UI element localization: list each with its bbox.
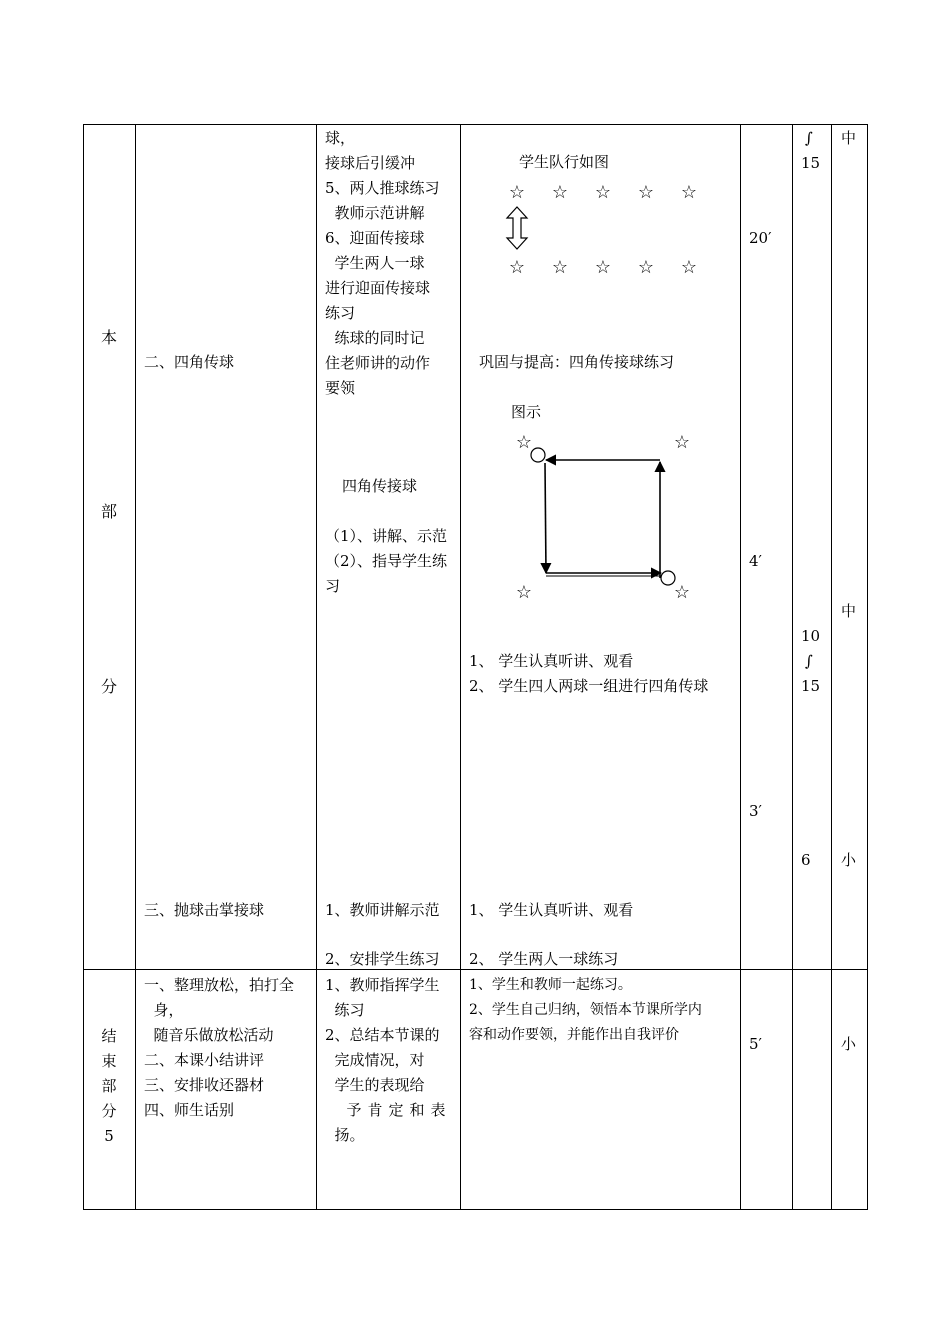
- end-teacher-line: 2、总结本节课的: [325, 1026, 440, 1044]
- end-teacher-line: 扬。: [325, 1126, 365, 1144]
- star-icon: ☆: [508, 182, 526, 203]
- four-corner-title: 四角传接球: [342, 477, 418, 495]
- star-icon: ☆: [551, 182, 569, 203]
- intensity-value-2: 中: [841, 602, 857, 620]
- end-section-label: [100, 1024, 118, 1149]
- teacher-line: 球，: [325, 129, 356, 147]
- star-icon: ☆: [637, 257, 655, 278]
- end-label-char: 5: [104, 1127, 114, 1145]
- end-teacher-line: 练习: [325, 1001, 365, 1019]
- end-content-lines: [144, 973, 294, 1123]
- count-bottom-value: 6: [801, 851, 811, 869]
- count-middle-from: 10: [801, 627, 821, 645]
- part-label-char-1: 本: [101, 328, 118, 347]
- star-icon: ☆: [515, 582, 533, 603]
- teacher-top-lines: [325, 126, 440, 401]
- pass-arrows: [545, 460, 661, 578]
- star-icon: ☆: [637, 182, 655, 203]
- part-label-char-2: 部: [101, 502, 118, 521]
- count-top-symbol: ∫: [805, 129, 813, 147]
- student-line-throw-1: 1、 学生认真听讲、观看: [469, 901, 634, 919]
- ball-icon: [661, 571, 675, 585]
- end-content-line: 四、师生话别: [144, 1101, 235, 1119]
- part-label-char-3: 分: [101, 677, 118, 696]
- count-middle-to: 15: [801, 677, 821, 695]
- topic-throw: 三、抛球击掌接球: [144, 901, 265, 919]
- col-border-2: [316, 124, 317, 1210]
- teacher-line: 要领: [325, 379, 356, 397]
- star-icon: ☆: [508, 257, 526, 278]
- teacher-line: 5、两人推球练习: [325, 179, 440, 197]
- table-bottom-border: [83, 1209, 868, 1210]
- end-student-lines: [469, 973, 702, 1048]
- count-middle-symbol: ∫: [805, 652, 813, 670]
- teacher-line: 住老师讲的动作: [325, 354, 431, 372]
- star-icon: ☆: [680, 257, 698, 278]
- end-student-line: 容和动作要领，并能作出自我评价: [469, 1027, 679, 1043]
- end-teacher-line: 1、教师指挥学生: [325, 976, 440, 994]
- teacher-line: 学生两人一球: [325, 254, 425, 272]
- teacher-steps-four-corner: [325, 524, 447, 599]
- four-corner-diagram: [500, 430, 720, 610]
- star-icon: ☆: [551, 257, 569, 278]
- end-teacher-line: 予肯定和表: [325, 1101, 452, 1119]
- student-lines-four-corner: [469, 649, 708, 699]
- end-content-line: 三、安排收还器材: [144, 1076, 265, 1094]
- col-border-0: [83, 124, 84, 1210]
- star-icon: ☆: [594, 182, 612, 203]
- teacher-step: （2）、指导学生练: [325, 552, 448, 570]
- topic-four-corner: 二、四角传球: [144, 353, 235, 371]
- intensity-value-1: 中: [841, 129, 857, 147]
- end-label-char: 分: [101, 1102, 117, 1120]
- diagram-label: 图示: [511, 403, 542, 421]
- time-value-1: 20′: [749, 229, 772, 247]
- intensity-value-3: 小: [841, 851, 857, 869]
- star-icon: ☆: [594, 257, 612, 278]
- end-intensity-value: 小: [841, 1035, 857, 1053]
- col-border-1: [135, 124, 136, 1210]
- end-student-line: 2、学生自己归纳，领悟本节课所学内: [469, 1002, 702, 1018]
- student-line: 1、 学生认真听讲、观看: [469, 652, 634, 670]
- teacher-line: 6、迎面传接球: [325, 229, 425, 247]
- star-icon: ☆: [673, 582, 691, 603]
- teacher-step: 习: [325, 577, 341, 595]
- end-teacher-line: 完成情况，对: [325, 1051, 425, 1069]
- end-content-line: 随音乐做放松活动: [144, 1026, 274, 1044]
- star-icon: ☆: [680, 182, 698, 203]
- end-label-char: 部: [101, 1077, 117, 1095]
- student-line: 2、 学生四人两球一组进行四角传球: [469, 677, 709, 695]
- end-content-line: 二、本课小结讲评: [144, 1051, 265, 1069]
- end-content-line: 身，: [144, 1001, 184, 1019]
- end-teacher-line: 学生的表现给: [325, 1076, 425, 1094]
- section-divider: [83, 969, 868, 970]
- teacher-step: （1）、讲解、示范: [325, 527, 448, 545]
- teacher-line: 接球后引缓冲: [325, 154, 416, 172]
- col-border-5: [792, 124, 793, 1210]
- end-time-value: 5′: [749, 1035, 762, 1053]
- teacher-line: 练习: [325, 304, 356, 322]
- time-value-3: 3′: [749, 802, 762, 820]
- student-line-throw-2: 2、 学生两人一球练习: [469, 950, 619, 968]
- formation-title: 学生队行如图: [519, 153, 610, 171]
- col-border-3: [460, 124, 461, 1210]
- star-icon: ☆: [673, 432, 691, 453]
- ball-icon: [531, 448, 545, 462]
- col-border-4: [740, 124, 741, 1210]
- end-teacher-lines: [325, 973, 452, 1148]
- col-border-7: [867, 124, 868, 1210]
- table-top-border: [83, 124, 868, 125]
- end-student-line: 1、学生和教师一起练习。: [469, 977, 632, 993]
- star-icon: ☆: [515, 432, 533, 453]
- teacher-step-throw-1: 1、教师讲解示范: [325, 901, 440, 919]
- teacher-step-throw-2: 2、安排学生练习: [325, 950, 440, 968]
- col-border-6: [831, 124, 832, 1210]
- double-arrow-icon: [505, 206, 529, 250]
- consolidate-text: 巩固与提高：四角传接球练习: [479, 353, 675, 371]
- end-label-char: 结: [101, 1027, 117, 1045]
- teacher-line: 进行迎面传接球: [325, 279, 431, 297]
- end-content-line: 一、整理放松，拍打全: [144, 976, 295, 994]
- end-label-char: 束: [101, 1052, 117, 1070]
- teacher-line: 练球的同时记: [325, 329, 425, 347]
- teacher-line: 教师示范讲解: [325, 204, 425, 222]
- time-value-2: 4′: [749, 552, 762, 570]
- count-top-value: 15: [801, 154, 821, 172]
